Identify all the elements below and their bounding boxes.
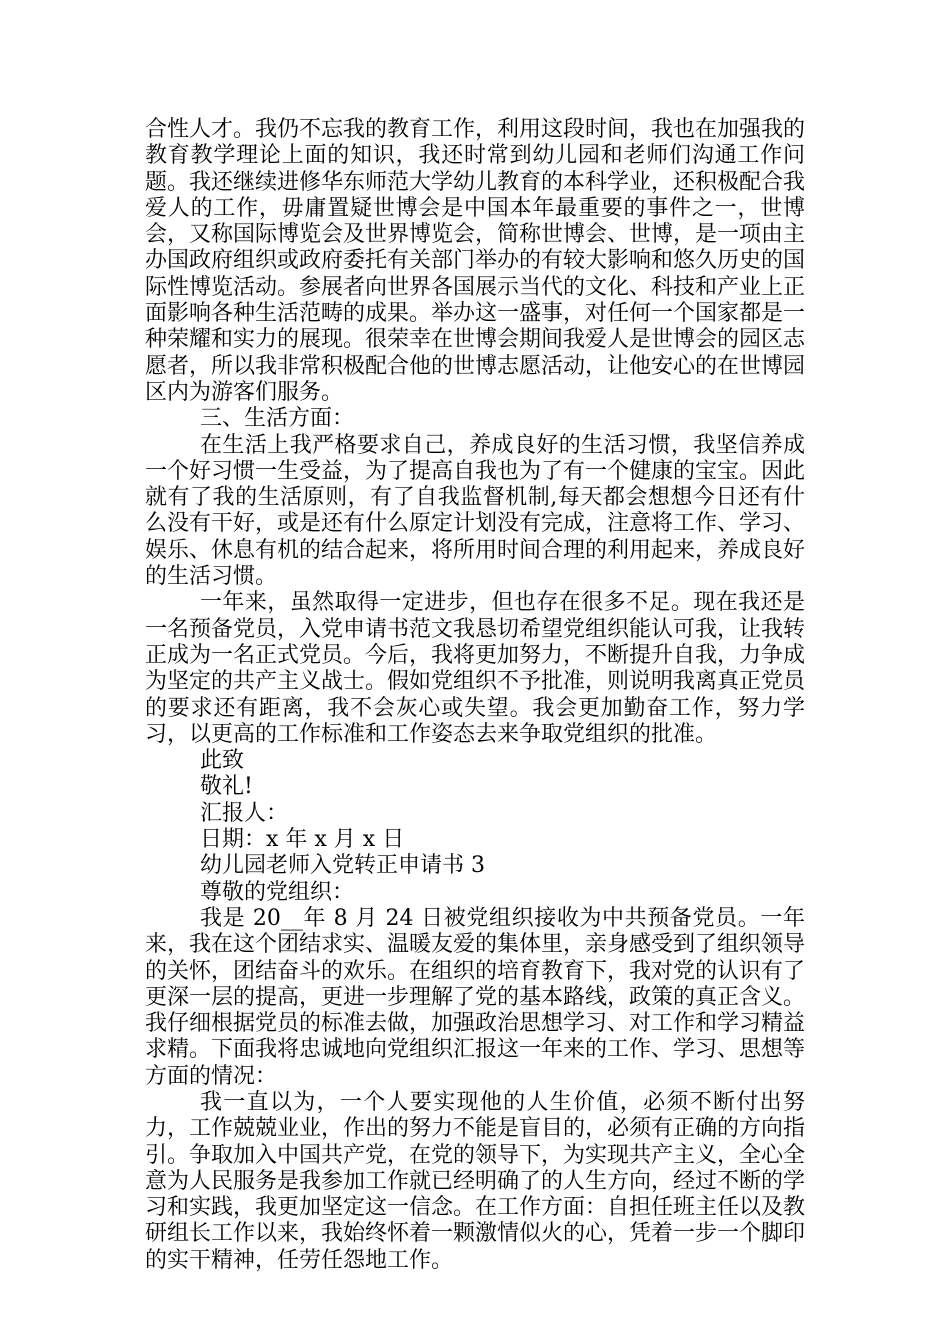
section-heading-life: 三、生活方面：: [200, 406, 355, 432]
paragraph-continuation: 合性人才。我仍不忘我的教育工作，利用这段时间，我也在加强我的教育教学理论上面的知识，我还时常到幼儿园和老师们沟通工作问题。我还继续进修华东师范大学幼儿教育的本科学业，还积极配合我爱人的工作，毋庸置疑世博会是中国本年最重要的事件之一，世博会，又称国际博览会及世界博览会，简称世博会、世博，是一项由主办国政府组织或政府委托有关部门举办的有较大影响和悠久历史的国际性博览活动。参展者向世界各国展示当代的文化、科技和产业上正面影响各种生活范畴的成果。举办这一盛事，对任何一个国家都是一种荣耀和实力的展现。很荣幸在世博会期间我爱人是世博会的园区志愿者，所以我非常积极配合他的世博志愿活动，让他安心的在世博园区内为游客们服务。: [145, 117, 806, 405]
paragraph-summary: 一年来，虽然取得一定进步，但也存在很多不足。现在我还是一名预备党员，入党申请书范文我恳切希望党组织能认可我，让我转正成为一名正式党员。今后，我将更加努力，不断提升自我，力争成为坚定的共产主义战士。假如党组织不予批准，则说明我离真正党员的要求还有距离，我不会灰心或失望。我会更加勤奋工作，努力学习，以更高的工作标准和工作姿态去来争取党组织的批准。: [145, 590, 806, 747]
reporter-label: 汇报人：: [200, 800, 289, 826]
closing-regards: 敬礼!: [200, 774, 253, 800]
document-page: [145, 117, 805, 1274]
paragraph-intro: 我是 20__年 8 月 24 日被党组织接收为中共预备党员。一年来，我在这个团结求实、温暖友爱的集体里，亲身感受到了组织领导的关怀，团结奋斗的欢乐。在组织的培育教育下，我对党的认识有了更深一层的提高，更进一步理解了党的基本路线，政策的真正含义。我仔细根据党员的标准去做，加强政治思想学习、对工作和学习精益求精。下面我将忠诚地向党组织汇报这一年来的工作、学习、思想等方面的情况：: [145, 905, 806, 1089]
paragraph-life: 在生活上我严格要求自己，养成良好的生活习惯，我坚信养成一个好习惯一生受益，为了提高自我也为了有一个健康的宝宝。因此就有了我的生活原则，有了自我监督机制,每天都会想想今日还有什么没有干好，或是还有什么原定计划没有完成，注意将工作、学习、娱乐、休息有机的结合起来，将所用时间合理的利用起来，养成良好的生活习惯。: [145, 432, 806, 590]
closing-salutation: 此致: [200, 748, 245, 774]
document-title: 幼儿园老师入党转正申请书 3: [200, 853, 485, 879]
greeting: 尊敬的党组织：: [200, 879, 355, 905]
paragraph-values: 我一直以为，一个人要实现他的人生价值，必须不断付出努力，工作兢兢业业，作出的努力不能是盲目的，必须有正确的方向指引。争取加入中国共产党，在党的领导下，为实现共产主义，全心全意为人民服务是我参加工作就已经明确了的人生方向，经过不断的学习和实践，我更加坚定这一信念。在工作方面：自担任班主任以及教研组长工作以来，我始终怀着一颗激情似火的心，凭着一步一个脚印的实干精神，任劳任怨地工作。: [145, 1089, 806, 1273]
date-line: 日期：x 年 x 月 x 日: [200, 827, 405, 853]
